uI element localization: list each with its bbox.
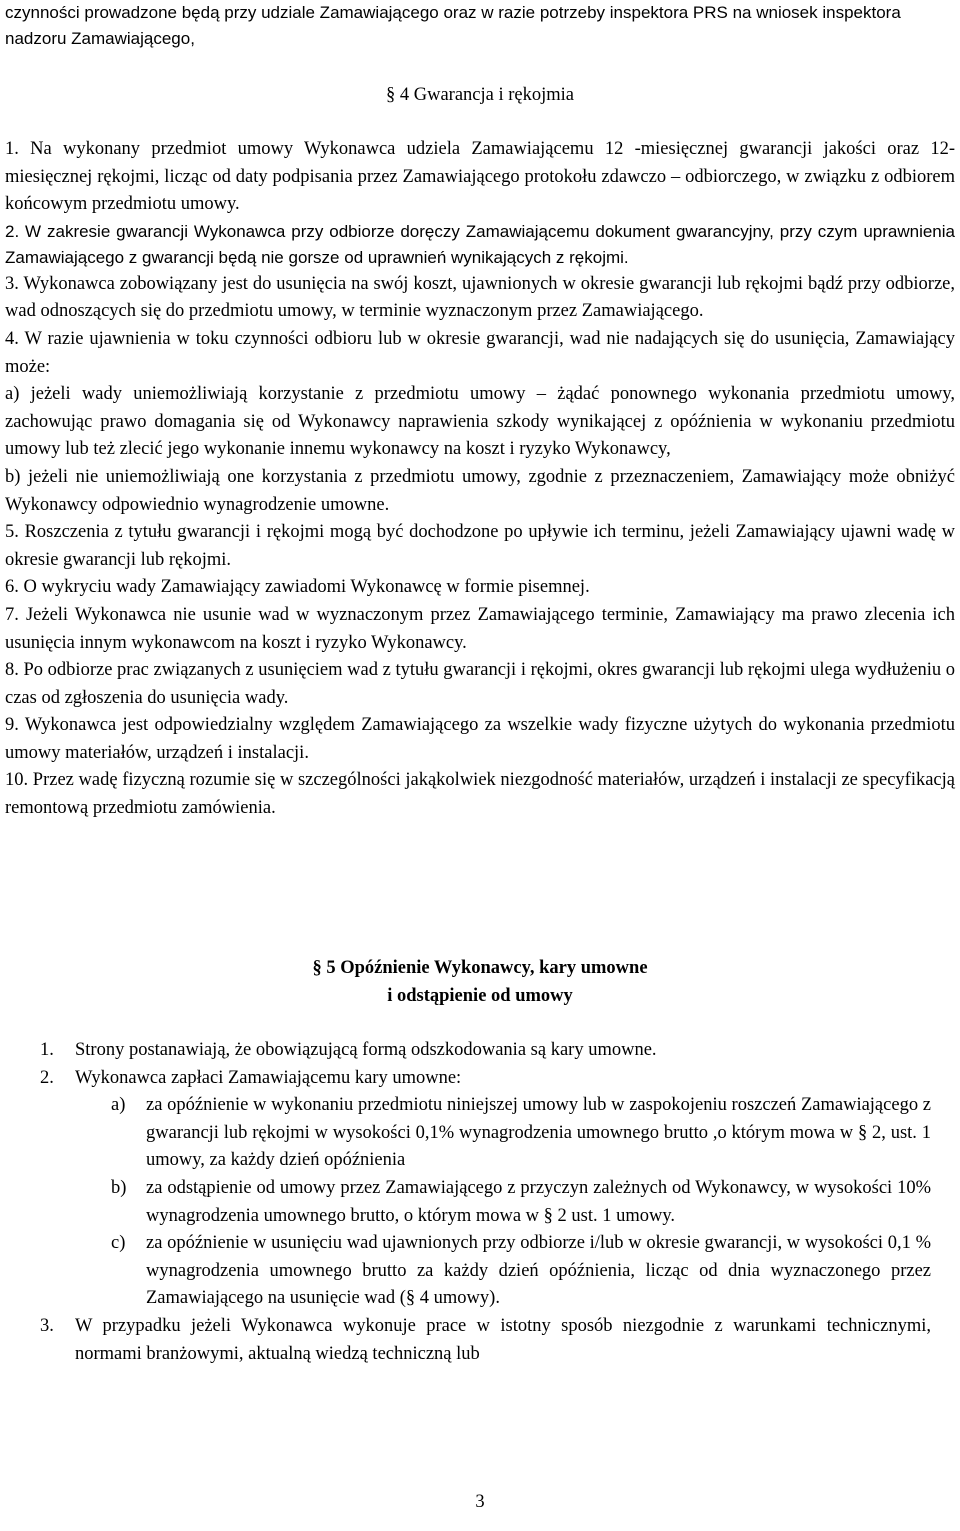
item-number: 1.	[40, 1040, 54, 1060]
section-4-heading: § 4 Gwarancja i rękojmia	[385, 85, 574, 105]
section-5-body	[5, 1037, 955, 1368]
item-text: W przypadku jeżeli Wykonawca wykonuje prace w istotny sposób niezgodnie z warunkami technicznymi, normami branżowymi, aktualną wiedzą techniczną lub	[75, 1315, 931, 1364]
section-4-paragraph-5: 5. Roszczenia z tytułu gwarancji i rękojmi mogą być dochodzone po upływie ich terminu, jeżeli Zamawiający ujawni wadę w okresie gwarancji lub rękojmi.	[5, 522, 955, 570]
section-4-paragraph-7: 7. Jeżeli Wykonawca nie usunie wad w wyznaczonym przez Zamawiającego terminie, Zamawiający ma prawo zlecenia ich usunięcia innym wykonawcom na koszt i ryzyko Wykonawcy.	[5, 604, 955, 653]
subitem-text: za opóźnienie w usunięciu wad ujawnionych przy odbiorze i/lub w okresie gwarancji, w wysokości 0,1 % wynagrodzenia umownego brutto za każdy dzień opóźnienia, licząc od dnia wyznaczonego przez Zamawiającego na usunięcie wad (§ 4 umowy).	[146, 1233, 931, 1309]
section-4-paragraph-3: 3. Wykonawca zobowiązany jest do usunięcia na swój koszt, ujawnionych w okresie gwarancji lub rękojmi bądź przy odbiorze, wad odnoszących się do przedmiotu umowy, w terminie wyznaczonym przez Zamawiającego.	[5, 273, 955, 322]
subitem-letter: b)	[111, 1177, 127, 1198]
section-4-paragraph-4: 4. W razie ujawnienia w toku czynności odbioru lub w okresie gwarancji, wad nie nadających się do usunięcia, Zamawiający może:	[5, 328, 955, 377]
section-4-paragraph-4a: a) jeżeli wady uniemożliwiają korzystanie z przedmiotu umowy – żądać ponownego wykonania przedmiotu umowy, zachowując prawo domagania się od Wykonawcy naprawienia szkody wynikającej z opóźnienia w wykonaniu przedmiotu umowy lub też zlecić jego wykonanie innemu wykonawcy na koszt i ryzyko Wykonawcy,	[5, 384, 955, 460]
section-5-item-2b	[5, 1175, 955, 1230]
section-4-paragraph-6: 6. O wykryciu wady Zamawiający zawiadomi Wykonawcę w formie pisemnej.	[5, 577, 590, 598]
section-5-heading-line-2: i odstąpienie od umowy	[387, 985, 573, 1006]
section-5-heading-line-1: § 5 Opóźnienie Wykonawcy, kary umowne	[312, 958, 648, 978]
item-text: Wykonawca zapłaci Zamawiającemu kary umowne:	[75, 1067, 462, 1088]
section-5-heading	[0, 955, 960, 1010]
section-5-item-2c	[5, 1230, 955, 1313]
section-4-paragraph-10: 10. Przez wadę fizyczną rozumie się w szczególności jakąkolwiek niezgodność materiałów, urządzeń i instalacji ze specyfikacją remontową przedmiotu zamówienia.	[5, 770, 955, 819]
section-4-paragraph-1: 1. Na wykonany przedmiot umowy Wykonawca udziela Zamawiającemu 12 -miesięcznej gwarancji jakości oraz 12- miesięcznej rękojmi, licząc od daty podpisania przez Zamawiającego protokołu zdawczo – odbiorczego, w związku z odbiorem końcowym przedmiotu umowy.	[5, 139, 955, 215]
subitem-letter: c)	[111, 1233, 126, 1254]
section-4-body	[5, 136, 955, 823]
item-number: 2.	[40, 1067, 54, 1088]
section-5-item-1	[5, 1037, 955, 1065]
section-4-paragraph-8: 8. Po odbiorze prac związanych z usunięciem wad z tytułu gwarancji i rękojmi, okres gwarancji lub rękojmi ulega wydłużeniu o czas od zgłoszenia do usunięcia wady.	[5, 660, 955, 708]
item-number: 3.	[40, 1315, 54, 1336]
item-text: Strony postanawiają, że obowiązującą formą odszkodowania są kary umowne.	[75, 1040, 657, 1060]
section-5-item-2	[5, 1065, 955, 1093]
subitem-text: za odstąpienie od umowy przez Zamawiającego z przyczyn zależnych od Wykonawcy, w wysokości 10% wynagrodzenia umownego brutto, o którym mowa w § 2 ust. 1 umowy.	[146, 1177, 931, 1226]
section-5-item-3	[5, 1313, 955, 1368]
intro-paragraph: czynności prowadzone będą przy udziale Zamawiającego oraz w razie potrzeby inspektora PRS na wniosek inspektora nadzoru Zamawiającego,	[5, 3, 901, 48]
page-number: 3	[475, 1492, 485, 1512]
section-4-paragraph-9: 9. Wykonawca jest odpowiedzialny względem Zamawiającego za wszelkie wady fizyczne użytych do wykonania przedmiotu umowy materiałów, urządzeń i instalacji.	[5, 715, 955, 763]
section-4-paragraph-4b: b) jeżeli nie uniemożliwiają one korzystania z przedmiotu umowy, zgodnie z przeznaczeniem, Zamawiający może obniżyć Wykonawcy odpowiednio wynagrodzenie umowne.	[5, 466, 955, 515]
section-4-paragraph-2: 2. W zakresie gwarancji Wykonawca przy odbiorze doręczy Zamawiającemu dokument gwarancyjny, przy czym uprawnienia Zamawiającego z gwarancji będą nie gorsze od uprawnień wynikających z rękojmi.	[5, 221, 955, 267]
subitem-text: za opóźnienie w wykonaniu przedmiotu niniejszej umowy lub w zaspokojeniu roszczeń Zamawiającego z gwarancji lub rękojmi w wysokości 0,1% wynagrodzenia umownego brutto ,o którym mowa w § 2, ust. 1 umowy, za każdy dzień opóźnienia	[146, 1095, 931, 1171]
subitem-letter: a)	[111, 1095, 126, 1116]
section-5-item-2a	[5, 1092, 955, 1175]
